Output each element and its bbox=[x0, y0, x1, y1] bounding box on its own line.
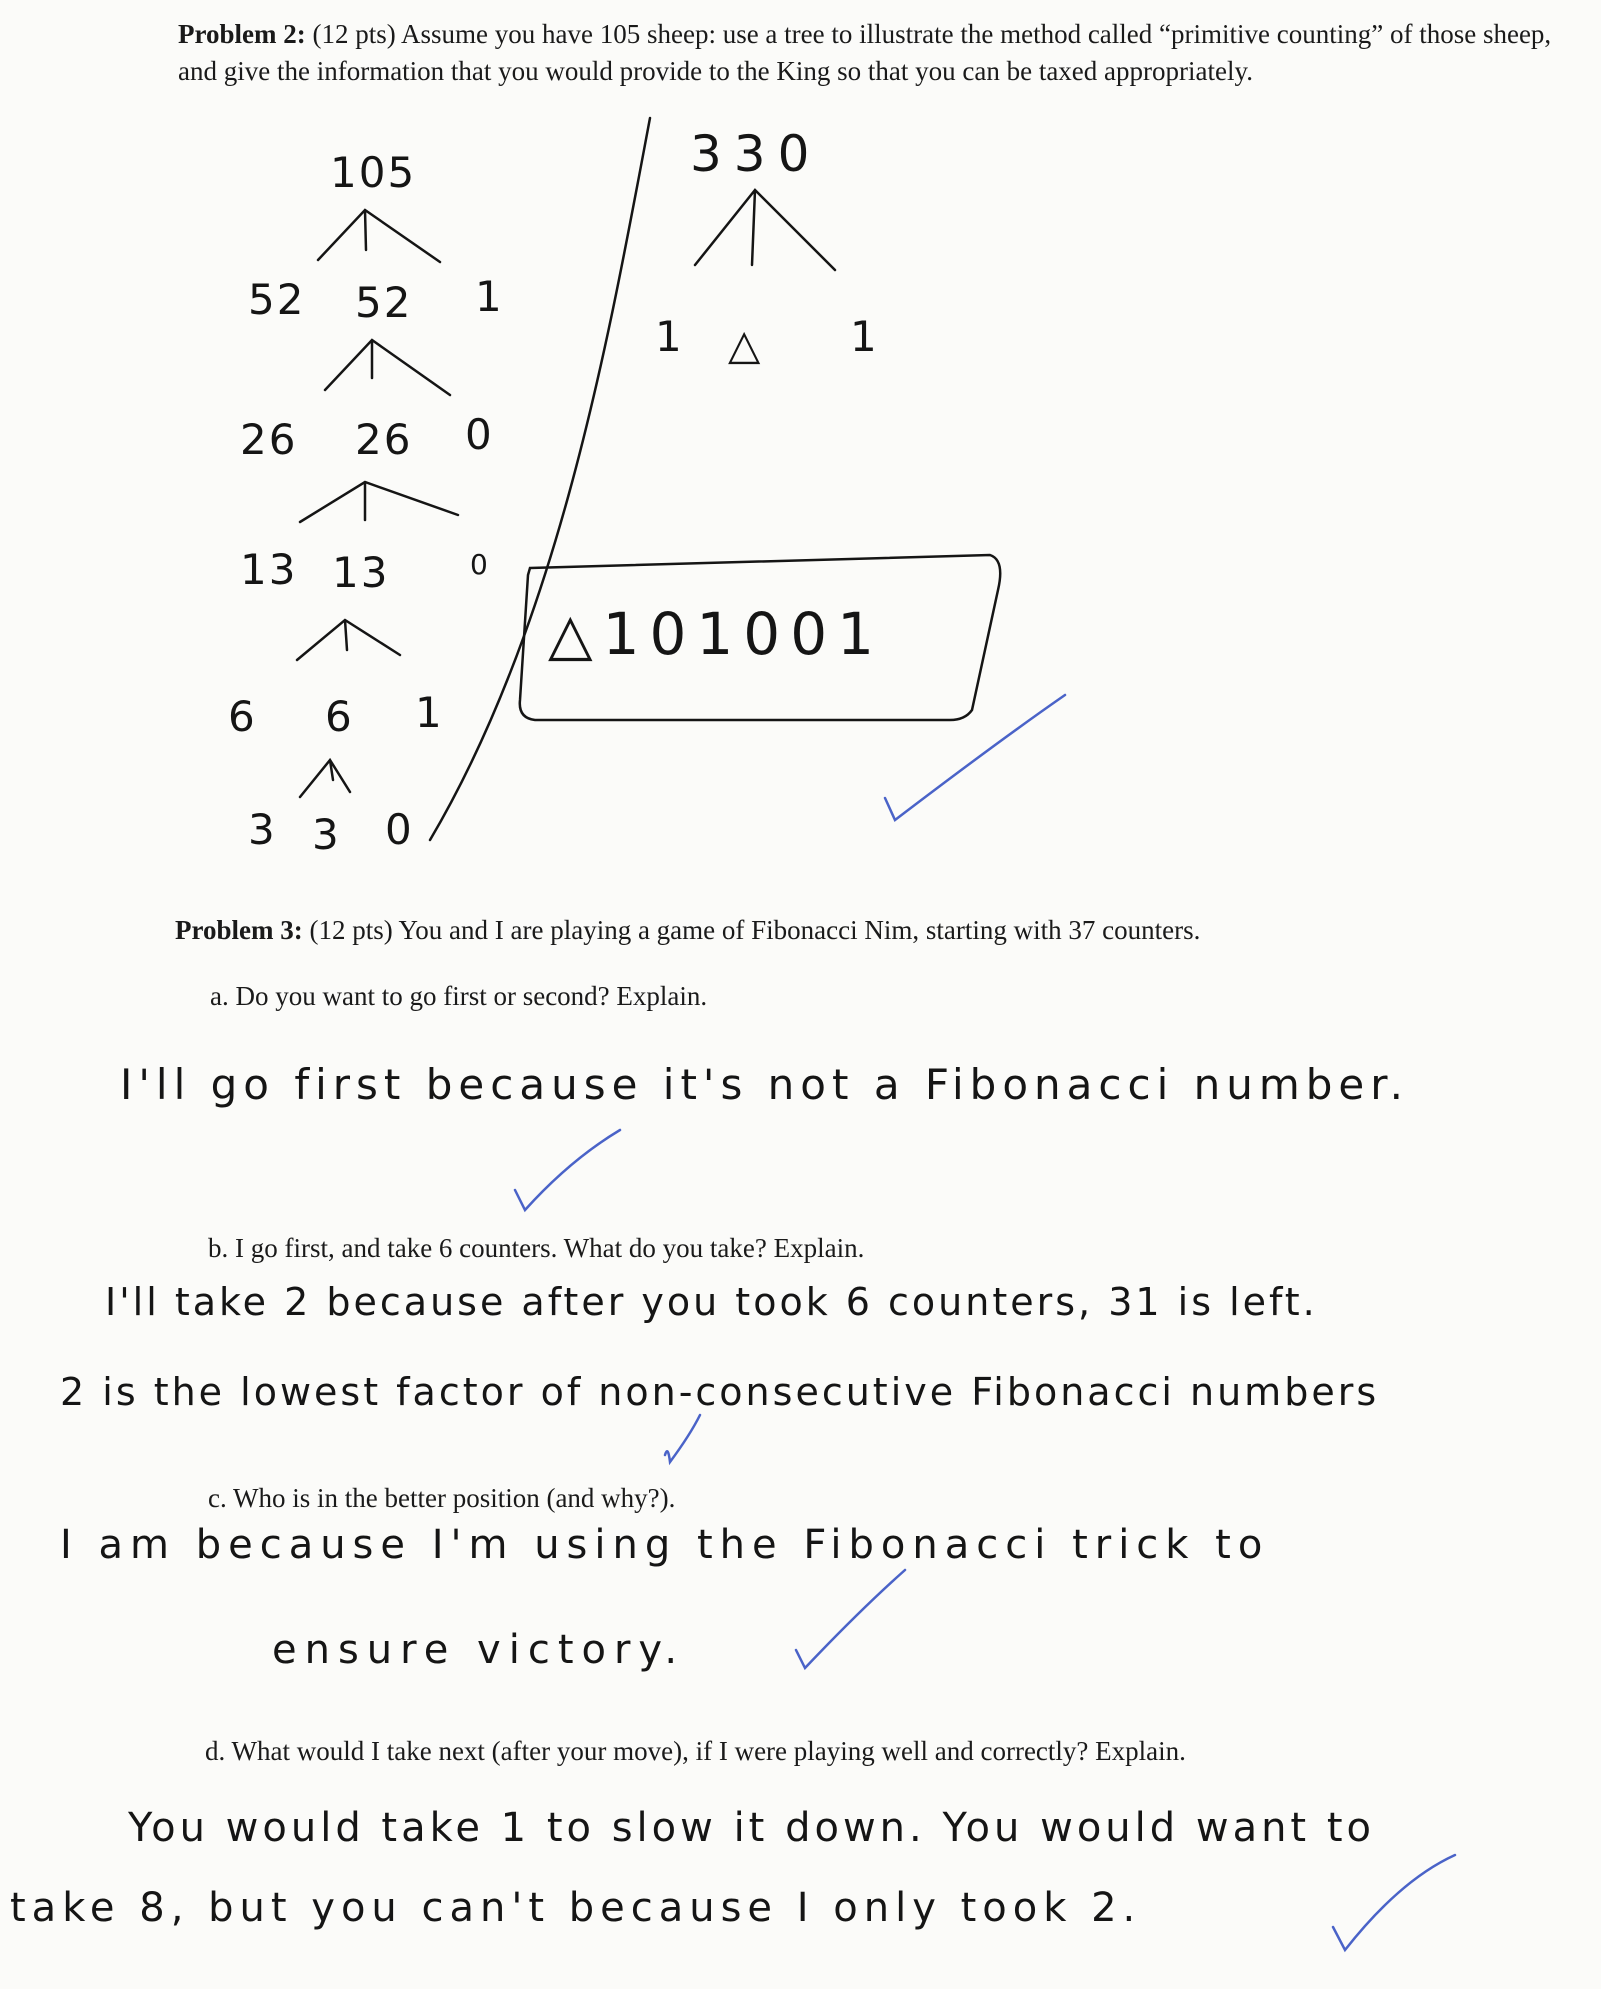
problem-2-text: Assume you have 105 sheep: use a tree to illustrate the method called “primitive counting” of those sheep, and give the information that you would provide to the King so that you can be taxed appropriately. bbox=[178, 19, 1552, 86]
tree-node: 3 bbox=[248, 805, 277, 854]
part-d-answer-line-1: You would take 1 to slow it down. You would want to bbox=[128, 1805, 1375, 1851]
tree-node: 3 bbox=[312, 810, 341, 859]
part-c-answer-line-1: I am because I'm using the Fibonacci trick to bbox=[60, 1522, 1270, 1568]
tree-node: 0 bbox=[385, 805, 414, 854]
tree-branch bbox=[325, 340, 450, 395]
tree-branch bbox=[300, 760, 350, 797]
problem-2-heading: Problem 2: bbox=[178, 19, 306, 49]
tree-node: 0 bbox=[470, 548, 490, 581]
tree-branch bbox=[300, 482, 458, 522]
problem-3-text: You and I are playing a game of Fibonacci Nim, starting with 37 counters. bbox=[398, 915, 1201, 945]
part-b-question: b. I go first, and take 6 counters. What do you take? Explain. bbox=[208, 1233, 865, 1263]
answer-value: △101001 bbox=[548, 600, 885, 668]
divider-line bbox=[430, 118, 650, 840]
part-d-answer-line-2: take 8, but you can't because I only took 2. bbox=[10, 1885, 1142, 1931]
part-c-question: c. Who is in the better position (and why?). bbox=[208, 1483, 676, 1513]
part-d-question: d. What would I take next (after your move), if I were playing well and correctly? Explain. bbox=[205, 1736, 1186, 1766]
problem-3-heading: Problem 3: bbox=[175, 915, 303, 945]
tree-node: 13 bbox=[332, 548, 390, 597]
tree-node: 26 bbox=[240, 415, 298, 464]
problem-3-points: (12 pts) bbox=[309, 915, 393, 945]
tree-node: 1 bbox=[850, 312, 879, 361]
tree-node: 1 bbox=[415, 688, 444, 737]
tree-node: △ bbox=[728, 320, 763, 369]
check-icon bbox=[665, 1415, 700, 1462]
part-c-answer-line-2: ensure victory. bbox=[272, 1627, 686, 1673]
tree-node: 0 bbox=[465, 410, 494, 459]
check-icon bbox=[885, 695, 1065, 820]
part-a-question: a. Do you want to go first or second? Explain. bbox=[210, 981, 708, 1011]
tree-branch bbox=[695, 190, 835, 270]
problem-3-prompt bbox=[175, 912, 1575, 949]
tree-node: 26 bbox=[355, 415, 413, 464]
tree-node: 1 bbox=[475, 272, 504, 321]
part-b-answer-line-1: I'll take 2 because after you took 6 counters, 31 is left. bbox=[105, 1280, 1318, 1324]
problem-2-points: (12 pts) bbox=[312, 19, 396, 49]
tree-node: 1 bbox=[655, 312, 684, 361]
tree-node: 6 bbox=[325, 692, 354, 741]
check-icon bbox=[515, 1130, 620, 1210]
part-a-answer: I'll go first because it's not a Fibonacci number. bbox=[120, 1060, 1410, 1109]
tree-node: 6 bbox=[228, 692, 257, 741]
tree-root-right: 330 bbox=[690, 125, 822, 183]
part-b-answer-line-2: 2 is the lowest factor of non-consecutive Fibonacci numbers bbox=[60, 1370, 1380, 1414]
tree-node: 52 bbox=[248, 275, 306, 324]
tree-branch bbox=[297, 620, 400, 660]
check-icon bbox=[796, 1570, 905, 1668]
tree-node: 13 bbox=[240, 545, 298, 594]
tree-node: 52 bbox=[355, 278, 413, 327]
tree-branch bbox=[318, 210, 440, 262]
tree-root-left: 105 bbox=[330, 148, 417, 197]
check-icon bbox=[1333, 1855, 1455, 1950]
